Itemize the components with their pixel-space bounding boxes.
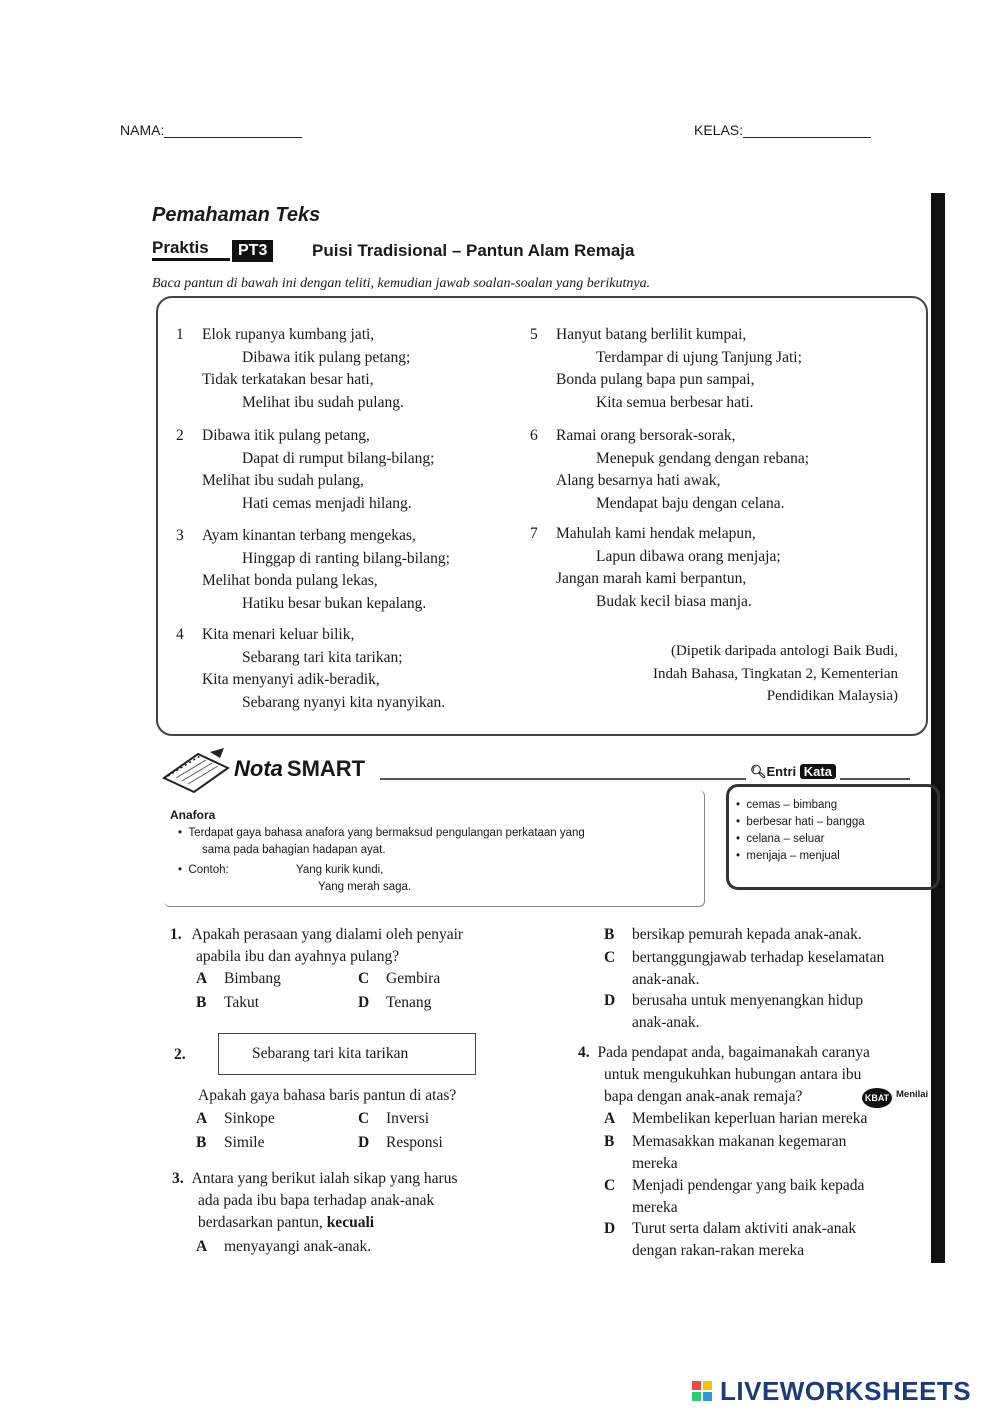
option-text: Inversi xyxy=(386,1110,430,1127)
option-text: Sinkope xyxy=(224,1110,275,1127)
stanza-3 xyxy=(176,525,450,615)
option-text: dengan rakan-rakan mereka xyxy=(632,1242,805,1259)
option-text: Responsi xyxy=(386,1134,443,1151)
q1-option-a[interactable]: A Bimbang xyxy=(196,970,281,987)
nota-title-bold: SMART xyxy=(286,756,366,781)
question-text: ada pada ibu bapa terhadap anak-anak xyxy=(198,1192,435,1209)
q2-option-c[interactable]: C Inversi xyxy=(358,1110,430,1127)
quote-text: Sebarang tari kita tarikan xyxy=(252,1045,409,1062)
nota-text: Terdapat gaya bahasa anafora yang bermaksud pengulangan perkataan yang xyxy=(188,827,585,839)
stanza-line: Hanyut batang berlilit kumpai, xyxy=(556,326,747,343)
kelas-blank[interactable] xyxy=(743,123,871,138)
liveworksheets-icon xyxy=(692,1381,714,1403)
entri-kata-list xyxy=(736,797,865,865)
kelas-label: KELAS: xyxy=(694,122,744,138)
section-subtitle: Puisi Tradisional – Pantun Alam Remaja xyxy=(312,241,635,260)
nota-heading: Anafora xyxy=(170,808,216,822)
source-line: Pendidikan Malaysia) xyxy=(766,688,898,704)
logo-text: LIVEWORKSHEETS xyxy=(720,1376,972,1406)
stanza-line: Ayam kinantan terbang mengekas, xyxy=(202,527,416,544)
nota-example-line: Yang kurik kundi, xyxy=(296,864,384,876)
stanza-line: Melihat ibu sudah pulang, xyxy=(202,472,364,489)
stanza-number: 1 xyxy=(176,326,184,343)
liveworksheets-logo xyxy=(692,1376,971,1407)
section-title: Pemahaman Teks xyxy=(152,204,321,226)
nama-blank[interactable] xyxy=(164,123,302,138)
option-text: mereka xyxy=(632,1155,678,1172)
instruction: Baca pantun di bawah ini dengan teliti, kemudian jawab soalan-soalan yang berikutnya. xyxy=(152,276,651,291)
option-text: bersikap pemurah kepada anak-anak. xyxy=(632,926,862,943)
q4-option-b[interactable]: B Memasakkan makanan kegemaran mereka xyxy=(604,1131,846,1175)
stanza-line: Sebarang tari kita tarikan; xyxy=(242,648,403,666)
stanza-line: Kita semua berbesar hati. xyxy=(596,393,754,411)
q3-option-a[interactable]: A menyayangi anak-anak. xyxy=(196,1238,372,1255)
scan-edge-bar xyxy=(931,193,945,1263)
stanza-line: Alang besarnya hati awak, xyxy=(556,472,721,489)
source-line: Indah Bahasa, Tingkatan 2, Kementerian xyxy=(653,665,898,682)
list-item: • cemas – bimbang xyxy=(736,799,838,811)
stanza-line: Hatiku besar bukan kepalang. xyxy=(242,594,427,612)
q2-option-b[interactable]: B Simile xyxy=(196,1134,265,1151)
entri-item: celana – seluar xyxy=(746,833,825,845)
option-text: berusaha untuk menyenangkan hidup xyxy=(632,992,864,1009)
question-number: 2. xyxy=(174,1046,186,1063)
stanza-line: Budak kecil biasa manja. xyxy=(596,592,752,610)
option-text: anak-anak. xyxy=(632,1014,700,1031)
stanza-2 xyxy=(176,425,434,515)
option-text: bertanggungjawab terhadap keselamatan xyxy=(632,949,885,966)
search-icon: 🔍︎ xyxy=(750,764,767,779)
option-text: Turut serta dalam aktiviti anak-anak xyxy=(632,1220,857,1237)
stanza-1 xyxy=(176,324,410,414)
nama-field[interactable] xyxy=(120,122,302,138)
pantun-source xyxy=(590,640,898,708)
question-text: berdasarkan pantun, xyxy=(198,1214,323,1231)
q3-option-d[interactable]: D berusaha untuk menyenangkan hidup anak-anak. xyxy=(604,990,863,1034)
q1-option-d[interactable]: D Tenang xyxy=(358,994,432,1011)
stanza-line: Terdampar di ujung Tanjung Jati; xyxy=(596,348,802,366)
nota-bullet-1: • Terdapat gaya bahasa anafora yang bermaksud pengulangan perkataan yang sama pada bahagian hadapan ayat. xyxy=(178,825,585,859)
question-text: Apakah gaya bahasa baris pantun di atas? xyxy=(198,1087,457,1104)
stanza-line: Jangan marah kami berpantun, xyxy=(556,570,747,587)
nota-smart-title xyxy=(234,756,365,782)
question-text: apabila ibu dan ayahnya pulang? xyxy=(196,948,400,965)
stanza-line: Dibawa itik pulang petang; xyxy=(242,348,411,366)
stanza-number: 4 xyxy=(176,626,184,643)
kbat-badge: KBAT xyxy=(862,1088,892,1108)
q4-option-c[interactable]: C Menjadi pendengar yang baik kepada mereka xyxy=(604,1175,864,1219)
q3-option-c[interactable]: C bertanggungjawab terhadap keselamatan anak-anak. xyxy=(604,947,884,991)
menilai-label: Menilai xyxy=(896,1089,929,1100)
entri-item: menjaja – menjual xyxy=(746,850,840,862)
question-1 xyxy=(170,924,463,968)
kelas-field[interactable] xyxy=(694,122,871,138)
pt3-badge: PT3 xyxy=(232,240,273,262)
option-text: Menjadi pendengar yang baik kepada xyxy=(632,1177,865,1194)
stanza-number: 6 xyxy=(530,427,538,444)
q3-option-b[interactable]: B bersikap pemurah kepada anak-anak. xyxy=(604,926,862,943)
stanza-line: Mahulah kami hendak melapun, xyxy=(556,525,756,542)
question-number: 1. xyxy=(170,926,182,943)
option-text: Simile xyxy=(224,1134,265,1151)
question-number: 4. xyxy=(578,1044,590,1061)
stanza-line: Hinggap di ranting bilang-bilang; xyxy=(242,549,450,567)
source-line: (Dipetik daripada antologi Baik Budi, xyxy=(670,643,898,659)
option-text: Bimbang xyxy=(224,970,281,987)
stanza-line: Mendapat baju dengan celana. xyxy=(596,494,785,512)
question-text: Antara yang berikut ialah sikap yang harus xyxy=(191,1170,458,1187)
entri-title-kata: Kata xyxy=(800,764,836,779)
question-text: untuk mengukuhkan hubungan antara ibu xyxy=(604,1066,862,1083)
q4-option-d[interactable]: D Turut serta dalam aktiviti anak-anak dengan rakan-rakan mereka xyxy=(604,1218,856,1262)
option-text: Gembira xyxy=(386,970,441,987)
option-text: Memasakkan makanan kegemaran xyxy=(632,1133,847,1150)
stanza-6 xyxy=(530,425,809,515)
list-item: • celana – seluar xyxy=(736,833,825,845)
stanza-line: Kita menyanyi adik-beradik, xyxy=(202,671,380,688)
nota-bullet-2: • Contoh: xyxy=(178,864,229,876)
stanza-line: Hati cemas menjadi hilang. xyxy=(242,494,412,512)
stanza-line: Melihat bonda pulang lekas, xyxy=(202,572,378,589)
stanza-4 xyxy=(176,624,445,714)
q1-option-c[interactable]: C Gembira xyxy=(358,970,441,987)
stanza-line: Lapun dibawa orang menjaja; xyxy=(596,547,781,565)
entri-item: berbesar hati – bangga xyxy=(746,816,865,828)
option-text: menyayangi anak-anak. xyxy=(224,1238,372,1255)
q1-option-b[interactable]: B Takut xyxy=(196,994,260,1011)
nota-example-label: Contoh: xyxy=(188,864,229,876)
option-text: Membelikan keperluan harian mereka xyxy=(632,1110,868,1127)
stanza-line: Melihat ibu sudah pulang. xyxy=(242,393,404,411)
entri-kata-title xyxy=(746,764,840,780)
question-text: Pada pendapat anda, bagaimanakah caranya xyxy=(597,1044,870,1061)
stanza-line: Ramai orang bersorak-sorak, xyxy=(556,427,736,444)
stanza-line: Kita menari keluar bilik, xyxy=(202,626,355,643)
entri-title: Entri xyxy=(766,764,797,779)
stanza-line: Elok rupanya kumbang jati, xyxy=(202,326,375,343)
stanza-number: 2 xyxy=(176,427,184,444)
stanza-line: Dapat di rumput bilang-bilang; xyxy=(242,449,435,467)
question-3 xyxy=(172,1168,458,1234)
stanza-number: 5 xyxy=(530,326,538,343)
stanza-line: Tidak terkatakan besar hati, xyxy=(202,371,374,388)
nama-label: NAMA: xyxy=(120,122,165,138)
q4-option-a[interactable]: A Membelikan keperluan harian mereka xyxy=(604,1110,868,1127)
q2-option-d[interactable]: D Responsi xyxy=(358,1134,443,1151)
nota-title-italic: Nota xyxy=(234,756,283,781)
entri-item: cemas – bimbang xyxy=(746,799,838,811)
stanza-7 xyxy=(530,523,781,613)
stanza-5 xyxy=(530,324,802,414)
stanza-number: 7 xyxy=(530,525,538,542)
option-text: Takut xyxy=(224,994,260,1011)
stanza-line: Menepuk gendang dengan rebana; xyxy=(596,449,810,467)
option-text: Tenang xyxy=(386,994,432,1011)
question-text: Apakah perasaan yang dialami oleh penyair xyxy=(191,926,464,943)
option-text: mereka xyxy=(632,1199,678,1216)
stanza-line: Bonda pulang bapa pun sampai, xyxy=(556,371,755,388)
nota-text: sama pada bahagian hadapan ayat. xyxy=(202,844,386,856)
question-emphasis: kecuali xyxy=(326,1214,375,1231)
question-4 xyxy=(578,1042,870,1108)
stanza-line: Sebarang nyanyi kita nyanyikan. xyxy=(242,693,446,711)
option-text: anak-anak. xyxy=(632,971,700,988)
notebook-icon xyxy=(158,748,232,794)
stanza-line: Dibawa itik pulang petang, xyxy=(202,427,370,444)
stanza-number: 3 xyxy=(176,527,184,544)
nota-example-line: Yang merah saga. xyxy=(318,881,412,893)
q2-option-a[interactable]: A Sinkope xyxy=(196,1110,275,1127)
list-item: • berbesar hati – bangga xyxy=(736,816,865,828)
question-text: bapa dengan anak-anak remaja? xyxy=(604,1088,803,1105)
praktis-label: Praktis xyxy=(152,238,230,261)
question-number: 3. xyxy=(172,1170,184,1187)
list-item: • menjaja – menjual xyxy=(736,850,840,862)
